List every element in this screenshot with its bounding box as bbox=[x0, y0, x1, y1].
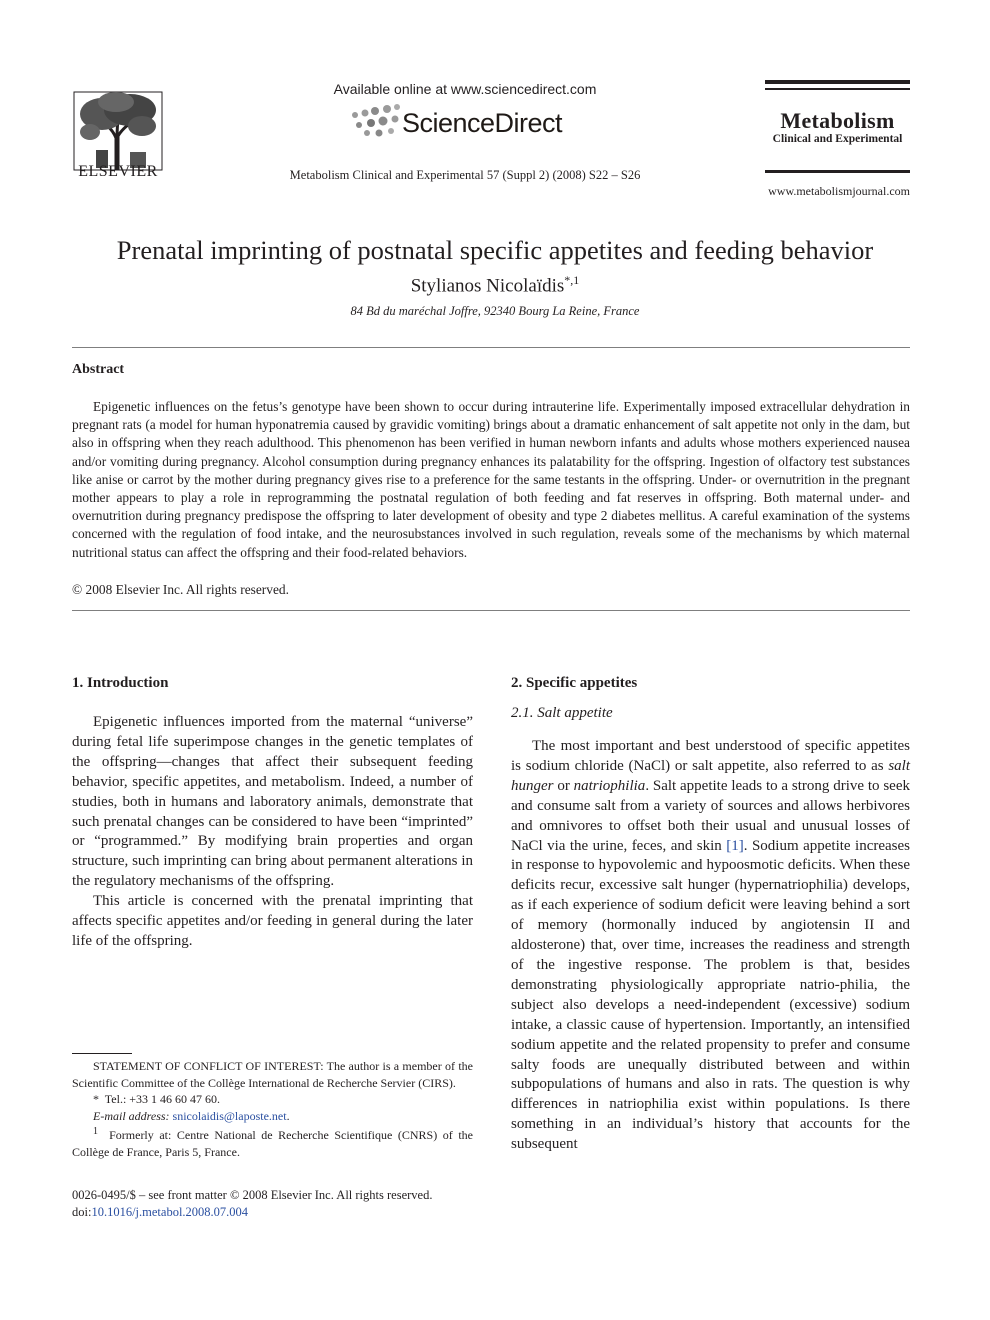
intro-paragraph-1: Epigenetic influences imported from the maternal “universe” during fetal life superimpose changes in the genetic templates of the offspring—changes that affect their subsequent feeding behavior, specific appetites, and metabolism. Indeed, a number of studies, both in humans and laboratory animals, demonstrate that such prenatal changes can be considered to have been “imprinted” or “programmed.” By modifying brain properties and organ structure, such imprinting can bring about permanent alterations in the regulatory mechanisms of the offspring. bbox=[72, 714, 473, 890]
publisher-name: ELSEVIER bbox=[78, 163, 158, 180]
text-run: The most important and best understood of specific appetites is sodium chloride (NaCl) or salt appetite, also referred to as bbox=[511, 738, 910, 774]
subsection-heading-salt-appetite: 2.1. Salt appetite bbox=[511, 705, 613, 721]
front-matter-line: 0026-0495/$ – see front matter © 2008 Elsevier Inc. All rights reserved. bbox=[72, 1188, 433, 1202]
footnote-rule bbox=[72, 1053, 132, 1054]
author-line bbox=[0, 273, 990, 297]
divider bbox=[72, 347, 910, 348]
email-label: E-mail address: bbox=[93, 1108, 170, 1123]
doi-label: doi: bbox=[72, 1204, 92, 1219]
front-matter bbox=[72, 1187, 432, 1220]
email-line: E-mail address: snicolaidis@laposte.net. bbox=[93, 1108, 290, 1123]
former-mark: 1 bbox=[93, 1126, 98, 1137]
abstract-paragraph: Epigenetic influences on the fetus’s genotype have been shown to occur during intrauterine life. Experimentally imposed extracellular dehydration in pregnant rats (a model for human hyponatremia caused by gravidic vomiting) brings about a dramatic enhancement of salt appetite not only in the dam, but also in offspring when they reach adulthood. This phenomenon has been verified in human newborn infants and adults whose mothers experienced nausea and/or vomiting during pregnancy. Alcohol consumption during pregnancy enhances its palatability for the offspring. Ingestion of olfactory test substances like anise or carrot by the mother during pregnancy gives rise to a preference for the same testants in the offspring. Under- or overnutrition in the pregnant mother appears to play a role in reprogramming the postnatal regulation of both feeding and fat reserves in offspring. Both maternal under- and overnutrition during pregnancy predispose the offspring to later development of obesity and type 2 diabetes mellitus. A careful examination of the systems concerned with the regulation of food intake, and the neurosubstances involved in such regulation, reveals some of the mechanisms by which maternal nutritional status can affect the offspring and their food-related behaviors. bbox=[72, 399, 910, 560]
author-marks[interactable]: *,1 bbox=[564, 273, 580, 287]
section-heading-specific-appetites: 2. Specific appetites bbox=[511, 675, 638, 691]
text-run: or bbox=[553, 777, 574, 794]
reference-link[interactable]: [1] bbox=[726, 837, 744, 854]
article-title: Prenatal imprinting of postnatal specific appetites and feeding behavior bbox=[116, 235, 874, 265]
doi-link[interactable]: 10.1016/j.metabol.2008.07.004 bbox=[91, 1204, 249, 1219]
text-run: . Salt appetite leads to a strong drive to seek and consume salt from a variety of sources and allows herbivores and omnivores to offset both their usual and unusual losses of NaCl via the urine, feces, and skin bbox=[511, 777, 910, 854]
term-salt-hunger: salt hunger bbox=[511, 757, 910, 794]
salt-appetite-body bbox=[511, 737, 910, 1155]
journal-citation: Metabolism Clinical and Experimental 57 (Suppl 2) (2008) S22 – S26 bbox=[289, 168, 641, 182]
section-heading-introduction: 1. Introduction bbox=[72, 675, 169, 691]
journal-subtitle: Clinical and Experimental bbox=[772, 133, 903, 145]
footnotes bbox=[72, 1058, 473, 1160]
email-link[interactable]: snicolaidis@laposte.net bbox=[172, 1108, 287, 1123]
abstract-body bbox=[72, 398, 910, 562]
available-online-text[interactable]: Available online at www.sciencedirect.com bbox=[333, 81, 597, 97]
introduction-body bbox=[72, 713, 473, 952]
intro-paragraph-2: This article is concerned with the prenatal imprinting that affects specific appetites and/or feeding in general during the later life of the offspring. bbox=[72, 893, 473, 949]
divider bbox=[72, 610, 910, 611]
text-run: . Sodium appetite increases in response to hypovolemic and hypoosmotic deficits. When these deficits recur, excessive salt hunger (hypernatriophilia) develops, as if each experience of sodium deficit were leaving behind a sort of memory (hormonally induced by angiotensin II and aldosterone) that, over time, increases the readiness and strength of the ingestive response. The problem is that, besides demonstrating physiologically appropriate natrio-philia, the subject also develops a need-independent (excessive) sodium intake, a classic cause of hypertension. Importantly, an intensified sodium appetite and the related propensity to prefer and consume salty foods are unequally distributed between and within subpopulations of humans and also in rats. The question is why differences in natriophilia exist within populations. Is there something in an individual’s history that accounts for the subsequent bbox=[511, 837, 910, 1153]
journal-title: Metabolism bbox=[780, 108, 895, 133]
tel-text: Tel.: +33 1 46 60 47 60. bbox=[104, 1092, 221, 1106]
author-name: Stylianos Nicolaïdis bbox=[410, 275, 565, 297]
author-affiliation: 84 Bd du maréchal Joffre, 92340 Bourg La Reine, France bbox=[350, 304, 640, 318]
journal-url[interactable]: www.metabolismjournal.com bbox=[768, 184, 910, 198]
journal-rule-top bbox=[765, 80, 910, 84]
conflict-statement: STATEMENT OF CONFLICT OF INTEREST: The author is a member of the Scientific Committee of the Collège International de Recherche Servier (CIRS). bbox=[72, 1059, 473, 1090]
tel-mark: * bbox=[93, 1092, 99, 1106]
journal-rule-bottom bbox=[765, 170, 910, 173]
former-affiliation bbox=[72, 1124, 473, 1160]
term-natriophilia: natriophilia bbox=[573, 777, 646, 794]
abstract-heading: Abstract bbox=[72, 362, 125, 377]
salt-paragraph bbox=[511, 737, 910, 1155]
doi-line bbox=[72, 1204, 432, 1221]
former-text: Formerly at: Centre National de Recherche Scientifique (CNRS) of the Collège de France, Paris 5, France. bbox=[72, 1128, 473, 1159]
abstract-copyright: © 2008 Elsevier Inc. All rights reserved. bbox=[72, 582, 289, 597]
journal-rule-top-thin bbox=[765, 88, 910, 90]
corresponding-tel bbox=[72, 1091, 473, 1108]
sciencedirect-wordmark: ScienceDirect bbox=[402, 108, 563, 138]
